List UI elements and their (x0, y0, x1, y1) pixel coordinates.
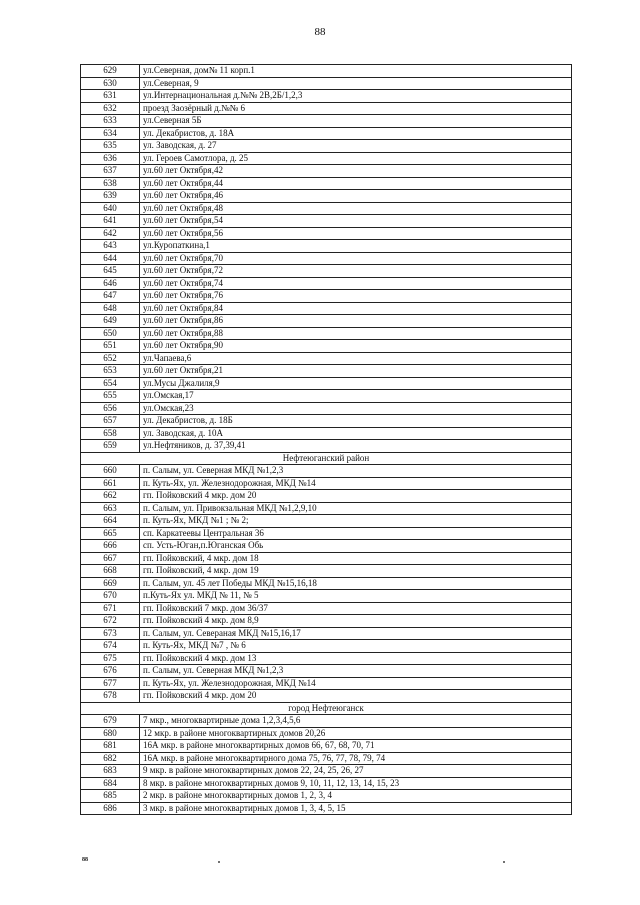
row-address: п. Куть-Ях, ул. Железнодорожная, МКД №14 (140, 677, 572, 690)
table-row (81, 302, 572, 315)
footer-mark: 88 (82, 857, 88, 863)
row-number: 657 (81, 415, 140, 428)
table-row (81, 127, 572, 140)
row-address: ул.60 лет Октября,46 (140, 190, 572, 203)
table-row (81, 340, 572, 353)
row-number: 630 (81, 77, 140, 90)
table-row (81, 602, 572, 615)
row-address: проезд Заозёрный д.№№ 6 (140, 102, 572, 115)
table-row (81, 765, 572, 778)
table-row (81, 790, 572, 803)
row-address: ул.60 лет Октября,88 (140, 327, 572, 340)
row-address: 7 мкр., многоквартирные дома 1,2,3,4,5,6 (140, 715, 572, 728)
table-row (81, 240, 572, 253)
table-row (81, 665, 572, 678)
row-address: ул. Заводская, д. 27 (140, 140, 572, 153)
row-address: ул.Мусы Джалиля,9 (140, 377, 572, 390)
row-number: 673 (81, 627, 140, 640)
row-number: 659 (81, 440, 140, 453)
row-address: ул.Интернациональная д.№№ 2В,2Б/1,2,3 (140, 90, 572, 103)
row-address: ул.60 лет Октября,76 (140, 290, 572, 303)
row-number: 643 (81, 240, 140, 253)
row-number: 635 (81, 140, 140, 153)
page-number: 88 (314, 26, 326, 38)
row-number: 632 (81, 102, 140, 115)
row-number: 676 (81, 665, 140, 678)
row-number: 649 (81, 315, 140, 328)
row-address: гп. Пойковский, 4 мкр. дом 19 (140, 565, 572, 578)
row-number: 631 (81, 90, 140, 103)
row-number: 679 (81, 715, 140, 728)
table-row (81, 215, 572, 228)
row-address: ул.60 лет Октября,44 (140, 177, 572, 190)
row-address: ул.Северная 5Б (140, 115, 572, 128)
table-row (81, 427, 572, 440)
table-row (81, 515, 572, 528)
table-row (81, 615, 572, 628)
table-row (81, 490, 572, 503)
row-address: п. Салым, ул. Северная МКД №1,2,3 (140, 465, 572, 478)
row-number: 666 (81, 540, 140, 553)
row-number: 668 (81, 565, 140, 578)
table-row (81, 227, 572, 240)
scan-dot (218, 861, 220, 863)
row-number: 629 (81, 65, 140, 78)
row-number: 660 (81, 465, 140, 478)
row-address: гп. Пойковский 4 мкр. дом 20 (140, 490, 572, 503)
section-title: город Нефтеюганск (81, 702, 572, 715)
table-row (81, 640, 572, 653)
table-row (81, 165, 572, 178)
scan-dot (503, 861, 505, 863)
table-row (81, 252, 572, 265)
row-number: 683 (81, 765, 140, 778)
row-address: ул.60 лет Октября,90 (140, 340, 572, 353)
row-address: п. Салым, ул. Привокзальная МКД №1,2,9,10 (140, 502, 572, 515)
row-number: 655 (81, 390, 140, 403)
row-number: 661 (81, 477, 140, 490)
table-row (81, 190, 572, 203)
table-row (81, 477, 572, 490)
table-row (81, 140, 572, 153)
row-address: п. Салым, ул. Северная МКД №1,2,3 (140, 665, 572, 678)
row-number: 633 (81, 115, 140, 128)
row-number: 686 (81, 802, 140, 815)
table-row (81, 402, 572, 415)
row-address: сп. Каркатеевы Центральная 36 (140, 527, 572, 540)
table-row (81, 365, 572, 378)
table-row (81, 327, 572, 340)
row-number: 667 (81, 552, 140, 565)
table-row (81, 115, 572, 128)
row-number: 648 (81, 302, 140, 315)
row-address: ул.60 лет Октября,42 (140, 165, 572, 178)
row-address: ул.Омская,17 (140, 390, 572, 403)
row-number: 658 (81, 427, 140, 440)
row-number: 681 (81, 740, 140, 753)
table-row (81, 265, 572, 278)
row-number: 644 (81, 252, 140, 265)
table-row (81, 102, 572, 115)
table-row (81, 690, 572, 703)
row-number: 641 (81, 215, 140, 228)
table-row (81, 577, 572, 590)
row-address: 3 мкр. в районе многоквартирных домов 1, 3, 4, 5, 15 (140, 802, 572, 815)
row-number: 675 (81, 652, 140, 665)
table-row (81, 290, 572, 303)
section-header-row (81, 702, 572, 715)
row-address: п. Салым, ул. 45 лет Победы МКД №15,16,18 (140, 577, 572, 590)
row-address: ул.Омская,23 (140, 402, 572, 415)
table-row (81, 177, 572, 190)
table-row (81, 752, 572, 765)
row-address: 9 мкр. в районе многоквартирных домов 22, 24, 25, 26, 27 (140, 765, 572, 778)
table-row (81, 465, 572, 478)
row-number: 664 (81, 515, 140, 528)
row-address: гп. Пойковский, 4 мкр. дом 18 (140, 552, 572, 565)
row-number: 663 (81, 502, 140, 515)
row-address: ул.60 лет Октября,70 (140, 252, 572, 265)
table-row (81, 277, 572, 290)
row-address: ул. Декабристов, д. 18Б (140, 415, 572, 428)
row-address: гп. Пойковский 4 мкр. дом 20 (140, 690, 572, 703)
row-number: 640 (81, 202, 140, 215)
row-address: п. Салым, ул. Севераная МКД №15,16,17 (140, 627, 572, 640)
address-table (80, 64, 572, 815)
row-address: ул.Северная, дом№ 11 корп.1 (140, 65, 572, 78)
row-address: ул.Нефтяников, д. 37,39,41 (140, 440, 572, 453)
row-address: ул.Северная, 9 (140, 77, 572, 90)
row-number: 650 (81, 327, 140, 340)
table-row (81, 677, 572, 690)
row-number: 645 (81, 265, 140, 278)
row-number: 665 (81, 527, 140, 540)
row-address: ул.Куропаткина,1 (140, 240, 572, 253)
table-row (81, 527, 572, 540)
row-number: 656 (81, 402, 140, 415)
table-row (81, 377, 572, 390)
row-address: ул.60 лет Октября,74 (140, 277, 572, 290)
row-number: 674 (81, 640, 140, 653)
row-address: ул.60 лет Октября,54 (140, 215, 572, 228)
table-row (81, 202, 572, 215)
row-address: 8 мкр. в районе многоквартирных домов 9, 10, 11, 12, 13, 14, 15, 23 (140, 777, 572, 790)
row-number: 671 (81, 602, 140, 615)
table-row (81, 777, 572, 790)
row-number: 642 (81, 227, 140, 240)
row-number: 670 (81, 590, 140, 603)
table-row (81, 502, 572, 515)
row-number: 662 (81, 490, 140, 503)
row-address: 16А мкр. в районе многоквартирного дома 75, 76, 77, 78, 79, 74 (140, 752, 572, 765)
table-row (81, 152, 572, 165)
table-row (81, 77, 572, 90)
row-number: 634 (81, 127, 140, 140)
row-address: ул.60 лет Октября,56 (140, 227, 572, 240)
table-row (81, 90, 572, 103)
row-number: 677 (81, 677, 140, 690)
table-row (81, 740, 572, 753)
table-row (81, 540, 572, 553)
row-number: 647 (81, 290, 140, 303)
row-number: 651 (81, 340, 140, 353)
row-address: п. Куть-Ях, МКД №1 ; № 2; (140, 515, 572, 528)
row-address: п.Куть-Ях ул. МКД № 11, № 5 (140, 590, 572, 603)
row-address: ул.Чапаева,6 (140, 352, 572, 365)
table-row (81, 390, 572, 403)
row-address: ул. Героев Самотлора, д. 25 (140, 152, 572, 165)
table-row (81, 440, 572, 453)
row-number: 637 (81, 165, 140, 178)
table-row (81, 415, 572, 428)
row-number: 646 (81, 277, 140, 290)
table-row (81, 727, 572, 740)
row-address: ул.60 лет Октября,86 (140, 315, 572, 328)
row-number: 680 (81, 727, 140, 740)
row-number: 672 (81, 615, 140, 628)
table-row (81, 627, 572, 640)
row-address: ул. Заводская, д. 10А (140, 427, 572, 440)
row-address: 2 мкр. в районе многоквартирных домов 1, 2, 3, 4 (140, 790, 572, 803)
row-address: ул. Декабристов, д. 18А (140, 127, 572, 140)
row-address: ул.60 лет Октября,72 (140, 265, 572, 278)
row-number: 684 (81, 777, 140, 790)
table-row (81, 802, 572, 815)
row-number: 653 (81, 365, 140, 378)
table-row (81, 315, 572, 328)
row-number: 639 (81, 190, 140, 203)
row-address: п. Куть-Ях, МКД №7 , № 6 (140, 640, 572, 653)
table-row (81, 715, 572, 728)
row-number: 636 (81, 152, 140, 165)
row-address: гп. Пойковский 7 мкр. дом 36/37 (140, 602, 572, 615)
table-row (81, 590, 572, 603)
row-address: гп. Пойковский 4 мкр. дом 13 (140, 652, 572, 665)
row-number: 652 (81, 352, 140, 365)
row-address: гп. Пойковский 4 мкр. дом 8,9 (140, 615, 572, 628)
row-address: п. Куть-Ях, ул. Железнодорожная, МКД №14 (140, 477, 572, 490)
section-header-row (81, 452, 572, 465)
row-number: 669 (81, 577, 140, 590)
row-address: 12 мкр. в районе многоквартирных домов 20,26 (140, 727, 572, 740)
row-address: ул.60 лет Октября,84 (140, 302, 572, 315)
row-number: 685 (81, 790, 140, 803)
table-row (81, 652, 572, 665)
row-address: ул.60 лет Октября,21 (140, 365, 572, 378)
row-address: 16А мкр. в районе многоквартирных домов 66, 67, 68, 70, 71 (140, 740, 572, 753)
row-number: 654 (81, 377, 140, 390)
table-row (81, 565, 572, 578)
table-row (81, 552, 572, 565)
row-number: 682 (81, 752, 140, 765)
row-number: 638 (81, 177, 140, 190)
table-row (81, 65, 572, 78)
row-address: ул.60 лет Октября,48 (140, 202, 572, 215)
row-address: сп. Усть-Юган,п.Юганская Обь (140, 540, 572, 553)
table-row (81, 352, 572, 365)
row-number: 678 (81, 690, 140, 703)
section-title: Нефтеюганский район (81, 452, 572, 465)
